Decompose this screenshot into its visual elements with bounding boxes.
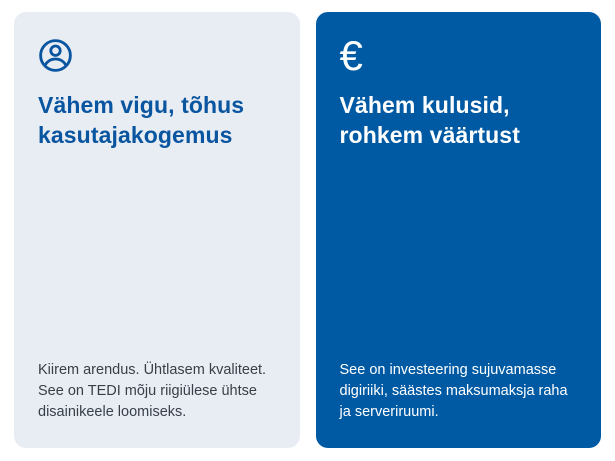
card-body-line-1: See on investeering sujuvamasse [339, 362, 557, 378]
card-body-line-2: digiriiki, säästes maksumaksja raha [339, 383, 568, 399]
euro-glyph: € [339, 32, 363, 79]
card-title-line-2: kasutajakogemus [38, 122, 233, 148]
card-title [38, 90, 276, 150]
benefit-card-cost-value [316, 12, 602, 448]
card-body-line-2: See on TEDI mõju riigiülese ühtse [38, 383, 257, 399]
user-circle-icon [38, 38, 276, 73]
card-body-line-1: Kiirem arendus. Ühtlasem kvaliteet. [38, 362, 267, 378]
card-body-text [340, 360, 578, 423]
euro-icon [339, 32, 578, 79]
card-title-line-1: Vähem vigu, tõhus [38, 92, 245, 118]
card-body-text [38, 360, 276, 423]
benefit-card-user-experience [14, 12, 300, 448]
card-body-line-3: disainikeele loomiseks. [38, 404, 187, 420]
card-top-block [339, 32, 578, 150]
card-title-line-1: Vähem kulusid, [339, 92, 510, 118]
card-title [340, 90, 578, 150]
card-title-line-2: rohkem väärtust [339, 122, 520, 148]
card-body-line-3: ja serveriruumi. [339, 404, 439, 420]
card-top-block [38, 38, 276, 150]
